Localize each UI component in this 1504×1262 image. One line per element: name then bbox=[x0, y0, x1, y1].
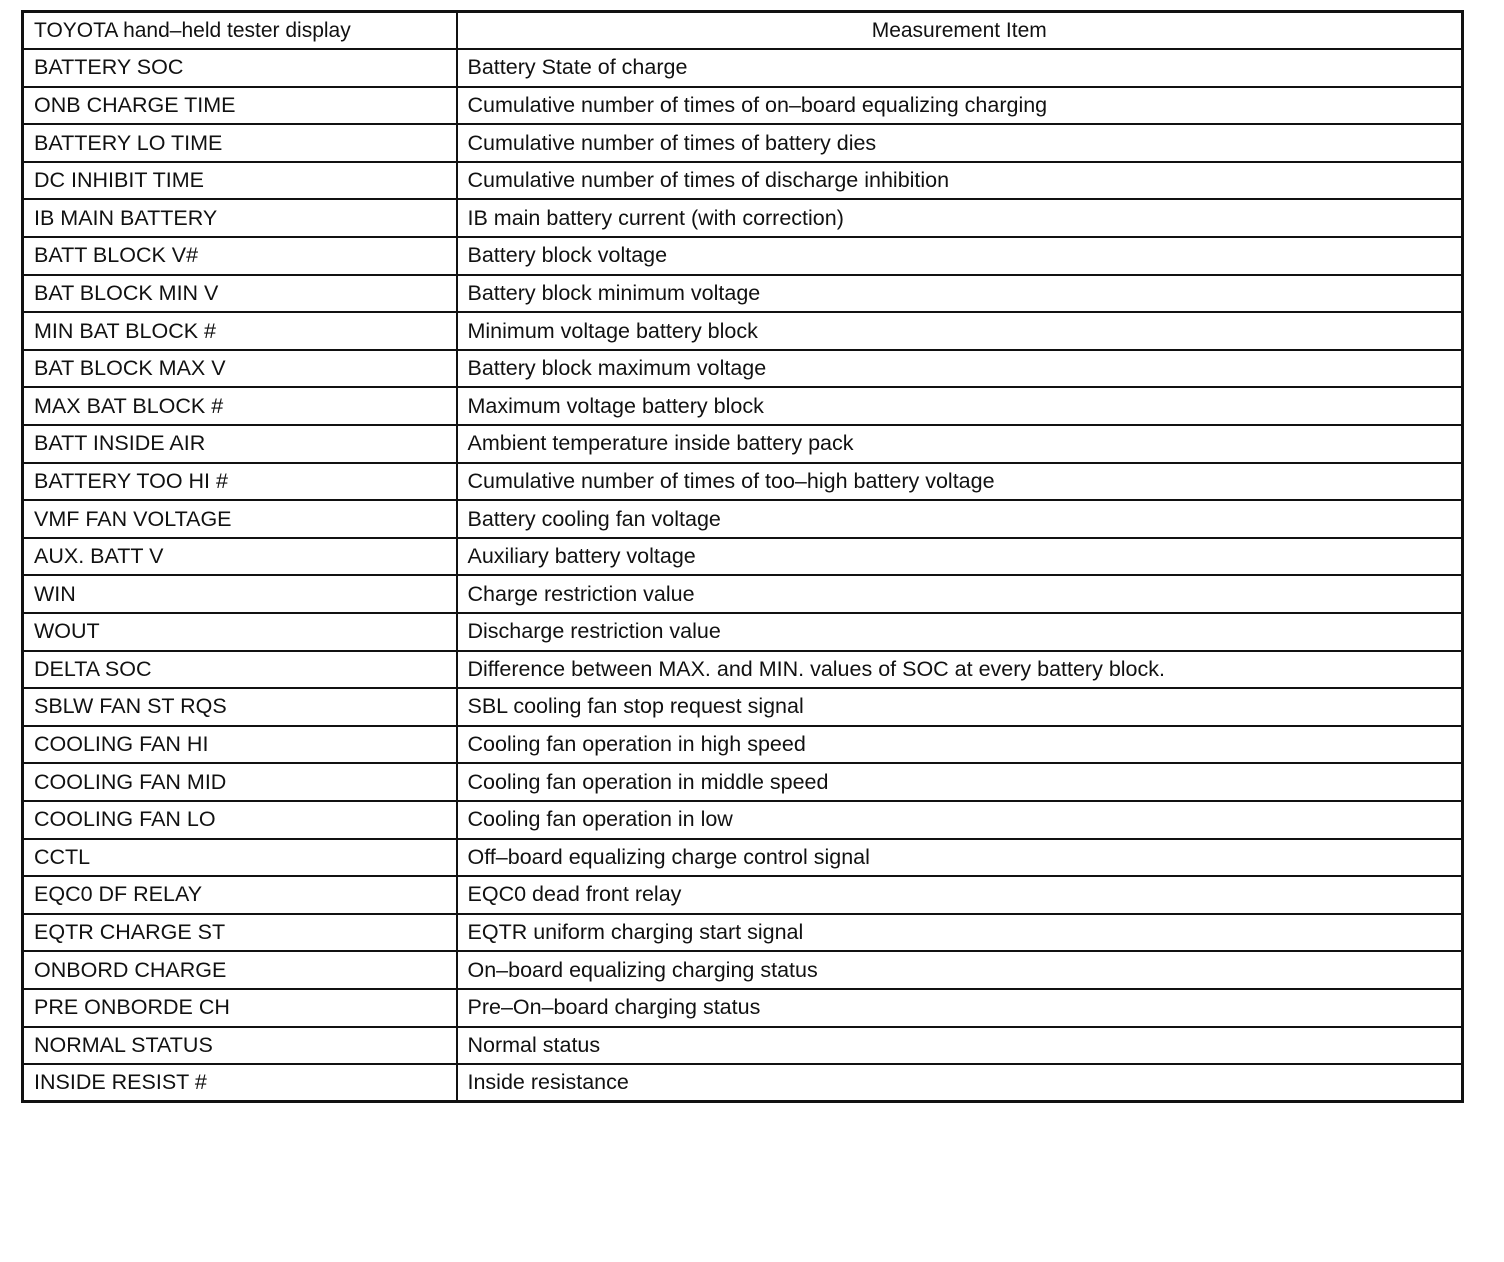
measurement-item-cell: Auxiliary battery voltage bbox=[457, 538, 1463, 576]
measurement-item-cell: Battery block minimum voltage bbox=[457, 275, 1463, 313]
header-tester-display: TOYOTA hand–held tester display bbox=[23, 12, 457, 50]
tester-data-table bbox=[21, 10, 1464, 1103]
tester-display-cell: BAT BLOCK MIN V bbox=[23, 275, 457, 313]
tester-display-cell: CCTL bbox=[23, 839, 457, 877]
table-row bbox=[23, 312, 1463, 350]
measurement-item-cell: IB main battery current (with correction) bbox=[457, 199, 1463, 237]
table-row bbox=[23, 763, 1463, 801]
tester-display-cell: BATTERY TOO HI # bbox=[23, 463, 457, 501]
measurement-item-cell: Inside resistance bbox=[457, 1064, 1463, 1102]
measurement-item-cell: SBL cooling fan stop request signal bbox=[457, 688, 1463, 726]
tester-display-cell: MIN BAT BLOCK # bbox=[23, 312, 457, 350]
table-row bbox=[23, 613, 1463, 651]
table-row bbox=[23, 387, 1463, 425]
tester-display-cell: EQC0 DF RELAY bbox=[23, 876, 457, 914]
tester-display-cell: COOLING FAN LO bbox=[23, 801, 457, 839]
header-row bbox=[23, 12, 1463, 50]
measurement-item-cell: Cumulative number of times of too–high battery voltage bbox=[457, 463, 1463, 501]
tester-display-cell: VMF FAN VOLTAGE bbox=[23, 500, 457, 538]
measurement-item-cell: Pre–On–board charging status bbox=[457, 989, 1463, 1027]
tester-display-cell: BATTERY SOC bbox=[23, 49, 457, 87]
table-row bbox=[23, 350, 1463, 388]
measurement-item-cell: Off–board equalizing charge control signal bbox=[457, 839, 1463, 877]
tester-display-cell: BATTERY LO TIME bbox=[23, 124, 457, 162]
measurement-item-cell: Battery block voltage bbox=[457, 237, 1463, 275]
tester-display-cell: INSIDE RESIST # bbox=[23, 1064, 457, 1102]
table-row bbox=[23, 425, 1463, 463]
table-row bbox=[23, 162, 1463, 200]
measurement-item-cell: Ambient temperature inside battery pack bbox=[457, 425, 1463, 463]
table-row bbox=[23, 839, 1463, 877]
table-row bbox=[23, 237, 1463, 275]
tester-display-cell: WOUT bbox=[23, 613, 457, 651]
table-row bbox=[23, 49, 1463, 87]
table-row bbox=[23, 876, 1463, 914]
tester-display-cell: PRE ONBORDE CH bbox=[23, 989, 457, 1027]
header-measurement-item: Measurement Item bbox=[457, 12, 1463, 50]
measurement-item-cell: Cumulative number of times of discharge inhibition bbox=[457, 162, 1463, 200]
tester-display-cell: IB MAIN BATTERY bbox=[23, 199, 457, 237]
tester-display-cell: SBLW FAN ST RQS bbox=[23, 688, 457, 726]
tester-display-cell: WIN bbox=[23, 575, 457, 613]
table-row bbox=[23, 87, 1463, 125]
tester-display-cell: NORMAL STATUS bbox=[23, 1027, 457, 1065]
table-row bbox=[23, 463, 1463, 501]
tester-display-cell: BATT INSIDE AIR bbox=[23, 425, 457, 463]
tester-display-cell: BATT BLOCK V# bbox=[23, 237, 457, 275]
table-body bbox=[23, 49, 1463, 1102]
table-row bbox=[23, 124, 1463, 162]
tester-display-cell: MAX BAT BLOCK # bbox=[23, 387, 457, 425]
table-row bbox=[23, 1027, 1463, 1065]
tester-display-cell: DC INHIBIT TIME bbox=[23, 162, 457, 200]
measurement-item-cell: Battery cooling fan voltage bbox=[457, 500, 1463, 538]
tester-display-cell: AUX. BATT V bbox=[23, 538, 457, 576]
table-row bbox=[23, 575, 1463, 613]
table-row bbox=[23, 199, 1463, 237]
table-row bbox=[23, 538, 1463, 576]
measurement-item-cell: Battery block maximum voltage bbox=[457, 350, 1463, 388]
measurement-item-cell: Cumulative number of times of on–board equalizing charging bbox=[457, 87, 1463, 125]
table-row bbox=[23, 688, 1463, 726]
tester-display-cell: COOLING FAN HI bbox=[23, 726, 457, 764]
measurement-item-cell: Cumulative number of times of battery dies bbox=[457, 124, 1463, 162]
tester-display-cell: DELTA SOC bbox=[23, 651, 457, 689]
tester-display-cell: EQTR CHARGE ST bbox=[23, 914, 457, 952]
measurement-item-cell: Normal status bbox=[457, 1027, 1463, 1065]
measurement-item-cell: Maximum voltage battery block bbox=[457, 387, 1463, 425]
table-row bbox=[23, 914, 1463, 952]
measurement-item-cell: Minimum voltage battery block bbox=[457, 312, 1463, 350]
table-row bbox=[23, 275, 1463, 313]
table-row bbox=[23, 1064, 1463, 1102]
table-row bbox=[23, 801, 1463, 839]
table-row bbox=[23, 951, 1463, 989]
tester-display-cell: COOLING FAN MID bbox=[23, 763, 457, 801]
measurement-item-cell: EQC0 dead front relay bbox=[457, 876, 1463, 914]
measurement-item-cell: Charge restriction value bbox=[457, 575, 1463, 613]
measurement-item-cell: Battery State of charge bbox=[457, 49, 1463, 87]
table-row bbox=[23, 726, 1463, 764]
measurement-item-cell: Cooling fan operation in middle speed bbox=[457, 763, 1463, 801]
tester-display-cell: BAT BLOCK MAX V bbox=[23, 350, 457, 388]
tester-display-cell: ONB CHARGE TIME bbox=[23, 87, 457, 125]
table-row bbox=[23, 989, 1463, 1027]
measurement-item-cell: Cooling fan operation in low bbox=[457, 801, 1463, 839]
measurement-item-cell: On–board equalizing charging status bbox=[457, 951, 1463, 989]
table-row bbox=[23, 651, 1463, 689]
tester-display-cell: ONBORD CHARGE bbox=[23, 951, 457, 989]
measurement-item-cell: Cooling fan operation in high speed bbox=[457, 726, 1463, 764]
table-row bbox=[23, 500, 1463, 538]
measurement-item-cell: Discharge restriction value bbox=[457, 613, 1463, 651]
measurement-item-cell: Difference between MAX. and MIN. values of SOC at every battery block. bbox=[457, 651, 1463, 689]
measurement-item-cell: EQTR uniform charging start signal bbox=[457, 914, 1463, 952]
